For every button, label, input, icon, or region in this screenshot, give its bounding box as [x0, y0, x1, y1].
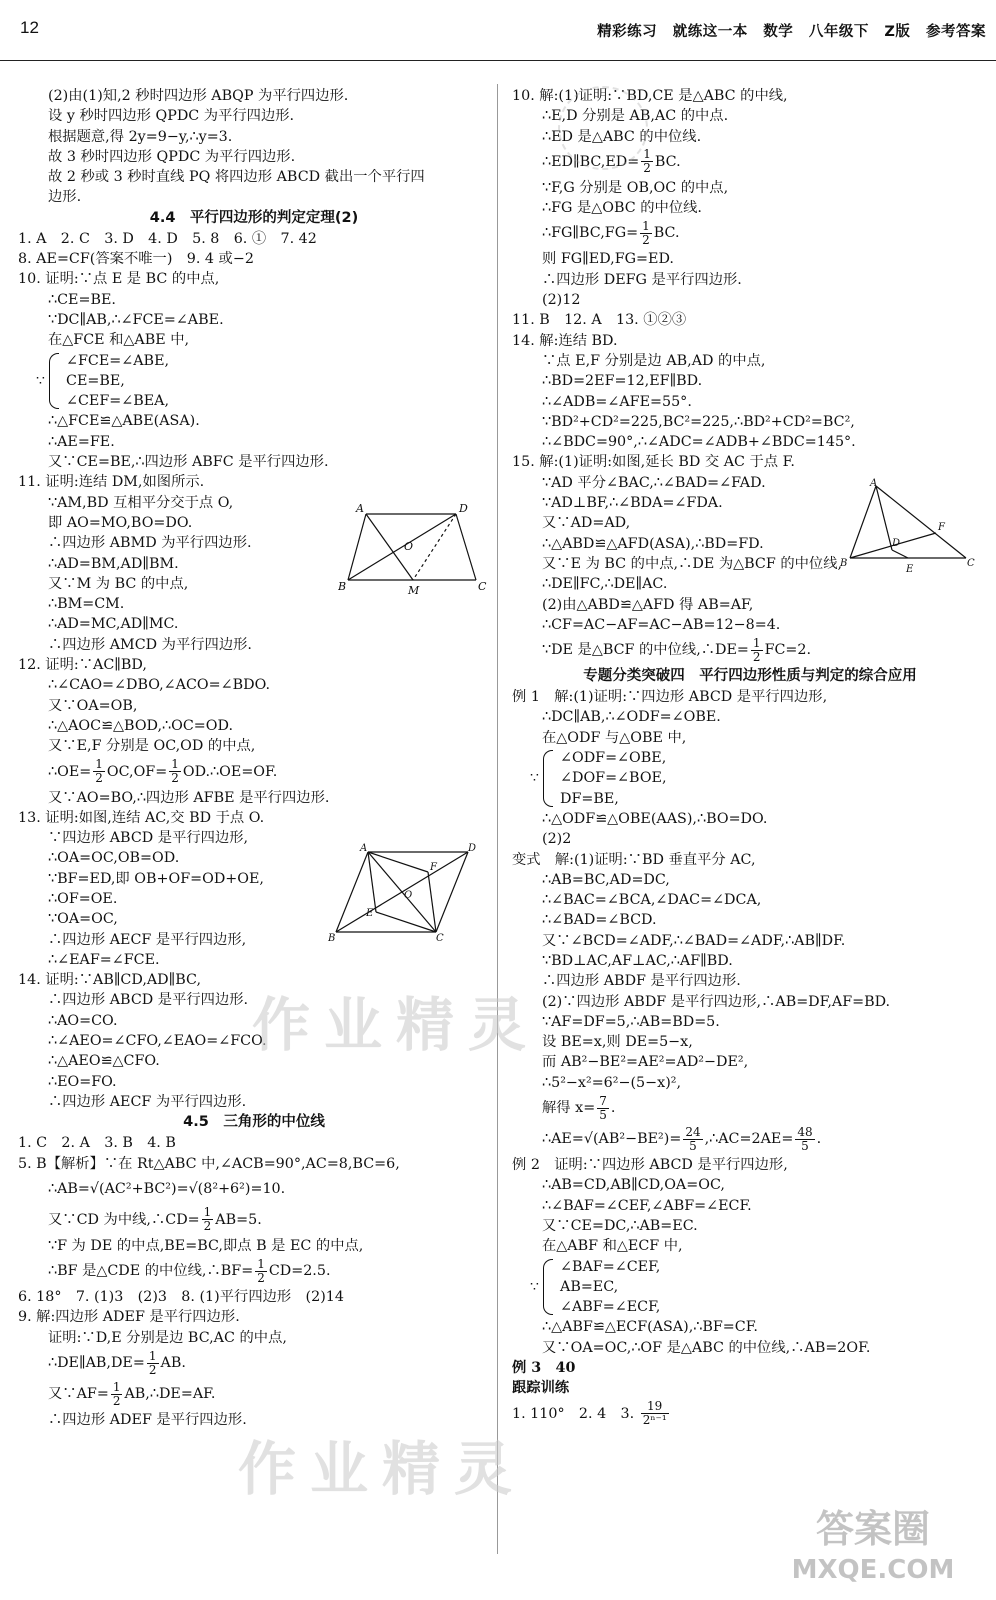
brace-icon: [543, 1259, 553, 1316]
denominator: 2: [112, 1393, 121, 1408]
text-line: ∵AD⊥BF,∴∠BDA=∠FDA.: [542, 495, 723, 512]
text-run: 又∵AF=: [48, 1386, 109, 1403]
text-line: ∴四边形 AMCD 为平行四边形.: [48, 636, 252, 653]
denominator: 5: [689, 1138, 697, 1153]
numerator: 1: [203, 1205, 212, 1220]
right-column: [512, 86, 988, 1430]
answer-line: 1. A 2. C 3. D 4. D 5. 8 6. ① 7. 42: [18, 230, 317, 247]
denominator: 5: [599, 1107, 607, 1122]
text-line: ∵AD 平分∠BAC,∴∠BAD=∠FAD.: [542, 474, 766, 491]
text-line: ∴ED 是△ABC 的中位线.: [542, 128, 702, 145]
denominator: 2ⁿ⁻¹: [642, 1413, 667, 1428]
svg-text:D: D: [459, 502, 468, 515]
text-line: ∵BF=ED,即 OB+OF=OD+OE,: [48, 870, 264, 887]
svg-text:D: D: [892, 538, 901, 549]
brace-icon: [49, 353, 59, 410]
text-line: ∴AE=FE.: [48, 433, 115, 450]
text-line: ∴△AOC≌△BOD,∴OC=OD.: [48, 717, 233, 734]
text-line: ∴△FCE≌△ABE(ASA).: [48, 413, 200, 430]
text-line: ∴OA=OC,OB=OD.: [48, 850, 180, 867]
text-line: ∴∠BAF=∠CEF,∠ABF=∠ECF.: [542, 1197, 752, 1214]
text-run: ∴DE∥AB,DE=: [48, 1355, 145, 1372]
text-line: 11. 证明:连结 DM,如图所示.: [18, 474, 205, 491]
svg-text:F: F: [430, 862, 437, 873]
figure-q13-parallelogram: [328, 842, 478, 942]
figure-q11-trapezoid: [338, 500, 488, 600]
denominator: 2: [643, 161, 651, 176]
text-line: ∴△ABF≌△ECF(ASA),∴BF=CF.: [542, 1319, 758, 1336]
text-line: ∵BD²+CD²=225,BC²=225,∴BD²+CD²=BC²,: [542, 413, 855, 430]
text-line: 10. 解:(1)证明:∵BD,CE 是△ABC 的中线,: [512, 88, 788, 104]
text-line: 又∵CE=DC,∴AB=EC.: [542, 1217, 698, 1234]
brace-line: DF=BE,: [560, 790, 619, 807]
numerator: 48: [797, 1124, 813, 1139]
header-item: 精彩练习: [597, 24, 658, 40]
text-line: ∵DC∥AB,∴∠FCE=∠ABE.: [48, 311, 224, 328]
section-title: 4.4 平行四边形的判定定理(2): [149, 209, 359, 226]
svg-text:E: E: [366, 908, 374, 919]
because-symbol: ∵: [530, 770, 539, 787]
fraction: [641, 148, 653, 175]
numerator: 24: [685, 1124, 701, 1139]
text-line: ∴CF=AC−AF=AC−AB=12−8=4.: [542, 616, 781, 633]
fraction-line: [18, 1205, 490, 1236]
text-line: ∵AM,BD 互相平分交于点 O,: [48, 494, 234, 511]
text-line: 10. 证明:∵点 E 是 BC 的中点,: [18, 271, 220, 288]
text-line: (2)2: [542, 831, 572, 848]
text-line: 又∵M 为 BC 的中点,: [48, 575, 189, 592]
fraction: [751, 637, 763, 664]
fraction-line: [18, 1256, 490, 1287]
site-logo: [778, 1498, 968, 1586]
text-run: OC,OF=: [106, 763, 168, 780]
text-run: 又∵CD 为中线,∴CD=: [48, 1211, 200, 1228]
text-line: ∴AD=MC,AD∥MC.: [48, 616, 179, 633]
text-line: 又∵AD=AD,: [542, 515, 631, 532]
text-line: ∴∠BAD=∠BCD.: [542, 912, 657, 929]
text-line: ∴四边形 DEFG 是平行四边形.: [542, 271, 742, 288]
brace-line: ∠ODF=∠OBE,: [560, 750, 667, 767]
svg-text:A: A: [870, 478, 878, 489]
text-line: ∵F 为 DE 的中点,BE=BC,即点 B 是 EC 的中点,: [48, 1237, 364, 1254]
text-run: .: [816, 1131, 822, 1148]
header-item: 参考答案: [926, 24, 986, 40]
svg-text:F: F: [938, 522, 945, 533]
text-run: FC=2.: [764, 642, 812, 659]
text-line: 故 3 秒时四边形 QPDC 为平行四边形.: [48, 148, 296, 165]
logo-line2: MXQE.COM: [791, 1555, 955, 1585]
svg-text:A: A: [360, 843, 368, 854]
numerator: 1: [642, 218, 650, 233]
text-line: ∴DE∥FC,∴DE∥AC.: [542, 576, 668, 593]
text-line: ∴E,D 分别是 AB,AC 的中点.: [542, 108, 729, 125]
svg-text:O: O: [404, 890, 413, 901]
text-line: ∴四边形 AECF 是平行四边形,: [48, 931, 247, 948]
text-line: ∴OF=OE.: [48, 890, 118, 907]
text-line: (2)由(1)知,2 秒时四边形 ABQP 为平行四边形.: [48, 88, 349, 104]
text-line: 而 AB²−BE²=AE²=AD²−DE²,: [542, 1054, 749, 1071]
fraction: [683, 1126, 702, 1153]
fraction-line: [18, 757, 490, 788]
text-run: ∴OE=: [48, 763, 92, 780]
fraction-line: [18, 1379, 490, 1410]
text-run: ∵DE 是△BCF 的中位线,∴DE=: [542, 642, 749, 659]
brace-icon: [543, 750, 553, 807]
text-line: ∴BM=CM.: [48, 596, 125, 613]
text-line: ∴5²−x²=6²−(5−x)²,: [542, 1074, 682, 1091]
header-title: [587, 20, 986, 41]
text-line: ∴∠BAC=∠BCA,∠DAC=∠DCA,: [542, 892, 762, 909]
left-column: [18, 86, 490, 1430]
brace-group: [512, 748, 988, 809]
numerator: 19: [641, 1400, 669, 1414]
text-line: 根据题意,得 2y=9−y,∴y=3.: [48, 128, 233, 145]
numerator: 1: [112, 1379, 121, 1394]
brace-group: [18, 351, 490, 412]
text-line: 变式 解:(1)证明:∵BD 垂直平分 AC,: [512, 851, 756, 868]
text-line: ∵四边形 ABCD 是平行四边形,: [48, 830, 249, 847]
text-line: ∵OA=OC,: [48, 911, 118, 928]
text-line: ∴FG 是△OBC 的中位线.: [542, 200, 702, 217]
answer-line: 11. B 12. A 13. ①②③: [512, 312, 687, 329]
brace-group: [512, 1257, 988, 1318]
brace-line: ∠ABF=∠ECF,: [560, 1299, 661, 1316]
text-line: 例 1 解:(1)证明:∵四边形 ABCD 是平行四边形,: [512, 689, 828, 706]
denominator: 2: [642, 232, 650, 247]
text-line: ∴AB=BC,AD=DC,: [542, 871, 670, 888]
text-line: 12. 证明:∵AC∥BD,: [18, 657, 147, 674]
text-line: ∴四边形 ABMD 为平行四边形.: [48, 535, 252, 552]
stamp-mark: [558, 86, 648, 170]
text-line: ∴四边形 ADEF 是平行四边形.: [48, 1412, 247, 1429]
numerator: 1: [148, 1348, 157, 1363]
text-line: 又∵CE=BE,∴四边形 ABFC 是平行四边形.: [48, 454, 329, 471]
text-line: ∴DC∥AB,∴∠ODF=∠OBE.: [542, 709, 721, 726]
text-run: OD.∴OE=OF.: [182, 763, 278, 780]
svg-text:B: B: [328, 933, 336, 942]
text-run: ,∴AC=2AE=: [704, 1131, 794, 1148]
text-line: ∵AF=DF=5,∴AB=BD=5.: [542, 1013, 720, 1030]
text-line: ∴CE=BE.: [48, 291, 116, 308]
text-line: (2)由△ABD≌△AFD 得 AB=AF,: [542, 596, 754, 613]
svg-text:C: C: [436, 933, 444, 942]
fraction: [202, 1206, 214, 1233]
svg-text:M: M: [408, 584, 420, 597]
svg-text:E: E: [906, 564, 914, 575]
text-line: 又∵E,F 分别是 OC,OD 的中点,: [48, 738, 256, 755]
text-line: 又∵OA=OB,: [48, 697, 138, 714]
text-run: AB,∴DE=AF.: [124, 1386, 216, 1403]
text-line: (2)12: [542, 292, 581, 309]
text-line: ∵F,G 分别是 OB,OC 的中点,: [542, 179, 729, 196]
fraction-line: [512, 1124, 988, 1155]
text-line: ∴∠ADB=∠AFE=55°.: [542, 393, 692, 410]
text-line: ∵点 E,F 分别是边 AB,AD 的中点,: [542, 352, 766, 369]
text-run: ∴BF 是△CDE 的中位线,∴BF=: [48, 1263, 254, 1280]
text-line: 设 BE=x,则 DE=5−x,: [542, 1034, 693, 1051]
text-line: ∴BD=2EF=12,EF∥BD.: [542, 373, 703, 390]
page-number: 12: [20, 18, 39, 37]
text-line: ∴AO=CO.: [48, 1012, 118, 1029]
fraction-line: [512, 1399, 988, 1430]
text-run: ∴FG∥BC,FG=: [542, 225, 639, 242]
figure-q15-triangle: [840, 478, 980, 578]
brace-line: ∠FCE=∠ABE,: [66, 352, 170, 369]
text-line: 又∵OA=OC,∴OF 是△ABC 的中位线,∴AB=2OF.: [542, 1339, 871, 1356]
text-line: ∴△ABD≌△AFD(ASA),∴BD=FD.: [542, 535, 764, 552]
text-line: ∴AB=√(AC²+BC²)=√(8²+6²)=10.: [48, 1180, 286, 1197]
fraction: [93, 758, 105, 785]
text-line: 即 AO=MO,BO=DO.: [48, 514, 193, 531]
column-divider: [497, 84, 498, 1554]
fraction: [169, 758, 181, 785]
text-run: AB.: [160, 1355, 186, 1372]
denominator: 2: [752, 649, 761, 664]
text-run: AB=5.: [215, 1211, 262, 1228]
section-title: 4.5 三角形的中位线: [183, 1114, 325, 1131]
brace-line: AB=EC,: [560, 1278, 619, 1295]
text-line: 例 3 40: [512, 1360, 576, 1377]
numerator: 7: [599, 1093, 607, 1108]
denominator: 2: [203, 1219, 212, 1234]
fraction: [255, 1258, 267, 1285]
fraction-line: [512, 1093, 988, 1124]
text-line: ∴四边形 ABDF 是平行四边形.: [542, 973, 741, 990]
denominator: 2: [171, 771, 179, 785]
fraction: [597, 1095, 609, 1122]
fraction: [111, 1381, 123, 1408]
text-line: 13. 证明:如图,连结 AC,交 BD 于点 O.: [18, 809, 265, 826]
text-line: 14. 解:连结 BD.: [512, 332, 618, 349]
watermark: 作业精灵: [238, 1435, 527, 1503]
text-line: 14. 证明:∵AB∥CD,AD∥BC,: [18, 972, 201, 989]
header-item: 八年级下: [808, 24, 869, 40]
numerator: 1: [95, 757, 103, 771]
svg-text:O: O: [404, 540, 414, 553]
text-run: CD=2.5.: [268, 1263, 331, 1280]
text-line: 设 y 秒时四边形 QPDC 为平行四边形.: [48, 108, 295, 125]
answer-line: 6. 18° 7. (1)3 (2)3 8. (1)平行四边形 (2)14: [18, 1289, 344, 1306]
text-run: ∴AE=√(AB²−BE²)=: [542, 1131, 682, 1148]
text-line: ∴∠CAO=∠DBO,∠ACO=∠BDO.: [48, 677, 270, 694]
fraction: [641, 1400, 669, 1427]
denominator: 2: [148, 1362, 157, 1377]
text-line: 边形.: [48, 189, 82, 206]
text-run: 解得 x=: [542, 1100, 596, 1117]
svg-text:B: B: [840, 558, 848, 569]
answer-line: 1. C 2. A 3. B 4. B: [18, 1135, 176, 1152]
text-line: 在△FCE 和△ABE 中,: [48, 332, 190, 349]
text-line: 又∵∠BCD=∠ADF,∴∠BAD=∠ADF,∴AB∥DF.: [542, 932, 846, 949]
text-line: ∴AD=BM,AD∥BM.: [48, 555, 179, 572]
subsection-title: 跟踪训练: [512, 1380, 570, 1397]
header-item: 就练这一本: [672, 24, 748, 40]
section-title: 专题分类突破四 平行四边形性质与判定的综合应用: [583, 668, 917, 685]
numerator: 1: [643, 147, 651, 162]
text-line: (2)∵四边形 ABDF 是平行四边形,∴AB=DF,AF=BD.: [542, 993, 891, 1010]
text-line: ∴四边形 AECF 为平行四边形.: [48, 1093, 247, 1110]
watermark: 作业精灵: [252, 991, 541, 1059]
text-run: .: [610, 1100, 616, 1117]
denominator: 2: [95, 771, 103, 785]
page-header: [0, 0, 996, 61]
header-item: 数学: [763, 24, 794, 40]
numerator: 1: [752, 635, 761, 650]
text-line: ∴∠AEO=∠CFO,∠EAO=∠FCO.: [48, 1033, 267, 1050]
brace-line: CE=BE,: [66, 372, 125, 389]
text-line: ∵BD⊥AC,AF⊥AC,∴AF∥BD.: [542, 952, 733, 969]
svg-text:A: A: [356, 502, 364, 515]
text-line: ∴△AEO≌△CFO.: [48, 1053, 160, 1070]
text-line: 15. 解:(1)证明:如图,延长 BD 交 AC 于点 F.: [512, 454, 795, 471]
fraction: [795, 1126, 814, 1153]
fraction-line: [18, 1348, 490, 1379]
text-run: BC.: [653, 225, 680, 242]
text-line: ∴四边形 ABCD 是平行四边形.: [48, 992, 249, 1009]
logo-line1: 答案圈: [815, 1507, 931, 1551]
text-line: 5. B【解析】∵在 Rt△ABC 中,∠ACB=90°,AC=8,BC=6,: [18, 1155, 400, 1172]
text-line: 在△ABF 和△ECF 中,: [542, 1238, 683, 1255]
text-line: ∴AB=CD,AB∥CD,OA=OC,: [542, 1177, 725, 1194]
brace-line: ∠DOF=∠BOE,: [560, 770, 667, 787]
text-line: 又∵E 为 BC 的中点,∴DE 为△BCF 的中位线,: [542, 555, 843, 572]
fraction: [147, 1350, 159, 1377]
fraction-line: [512, 218, 988, 249]
fraction: [640, 220, 652, 247]
text-line: ∴∠EAF=∠FCE.: [48, 951, 160, 968]
text-line: 又∵AO=BO,∴四边形 AFBE 是平行四边形.: [48, 789, 330, 806]
text-line: 在△ODF 与△OBE 中,: [542, 729, 687, 746]
brace-line: ∠BAF=∠CEF,: [560, 1258, 661, 1275]
text-line: 则 FG∥ED,FG=ED.: [542, 251, 674, 268]
text-line: 9. 解:四边形 ADEF 是平行四边形.: [18, 1309, 240, 1326]
text-run: 1. 110° 2. 4 3.: [512, 1405, 639, 1422]
svg-text:C: C: [967, 558, 975, 569]
text-run: BC.: [654, 153, 681, 170]
brace-line: ∠CEF=∠BEA,: [66, 393, 170, 410]
svg-text:C: C: [478, 580, 487, 593]
fraction-line: [512, 635, 988, 666]
header-item: Z版: [884, 24, 911, 40]
svg-text:B: B: [338, 580, 347, 593]
text-line: ∴△ODF≌△OBE(AAS),∴BO=DO.: [542, 810, 768, 827]
because-symbol: ∵: [36, 373, 45, 389]
text-line: 故 2 秒或 3 秒时直线 PQ 将四边形 ABCD 截出一个平行四: [48, 169, 425, 186]
because-symbol: ∵: [530, 1278, 539, 1295]
text-line: ∴∠BDC=90°,∴∠ADC=∠ADB+∠BDC=145°.: [542, 434, 856, 451]
text-line: 证明:∵D,E 分别是边 BC,AC 的中点,: [48, 1329, 287, 1346]
text-line: 例 2 证明:∵四边形 ABCD 是平行四边形,: [512, 1157, 788, 1174]
text-line: ∴EO=FO.: [48, 1073, 117, 1090]
answer-line: 8. AE=CF(答案不唯一) 9. 4 或−2: [18, 251, 254, 268]
denominator: 2: [257, 1270, 265, 1285]
denominator: 5: [801, 1138, 809, 1153]
numerator: 1: [257, 1256, 265, 1271]
numerator: 1: [171, 757, 179, 771]
svg-text:D: D: [468, 843, 477, 854]
text-run: ∴ED∥BC,ED=: [542, 153, 640, 170]
